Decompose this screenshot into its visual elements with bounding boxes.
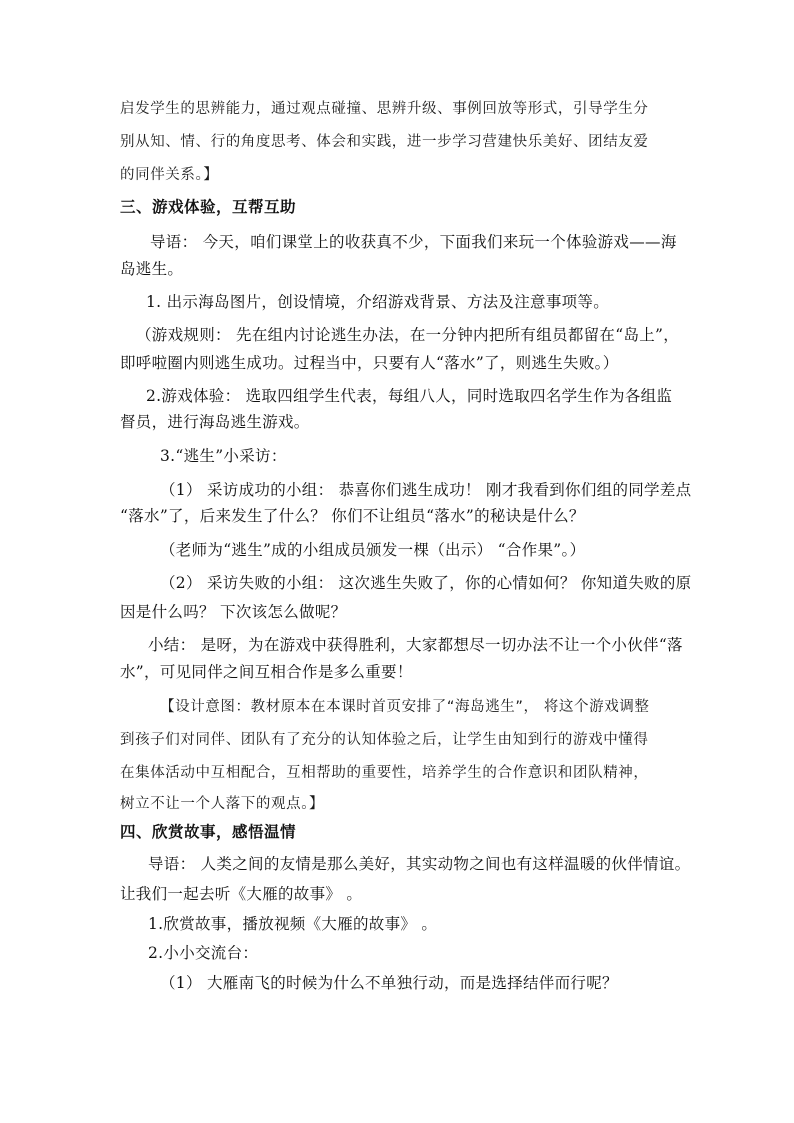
intro-intent-line-1: 启发学生的思辨能力，通过观点碰撞、思辨升级、事例回放等形式，引导学生分 xyxy=(120,101,649,117)
interview-2-line-2: 因是什么吗？ 下次该怎么做呢？ xyxy=(120,603,347,621)
rules-line-2: 即呼啦圈内则逃生成功。过程当中，只要有人“落水”了，则逃生失败。） xyxy=(120,354,619,372)
intro-intent-line-2: 别从知、情、行的角度思考、体会和实践，进一步学习营建快乐美好、团结友爱 xyxy=(120,134,649,150)
section-4-intro-line-1: 导语： 人类之间的友情是那么美好，其实动物之间也有这样温暖的伙伴情谊。 xyxy=(148,855,691,873)
step-1: 1. 出示海岛图片，创设情境，介绍游戏背景、方法及注意事项等。 xyxy=(146,293,610,311)
design-intent-line-4: 树立不让一个人落下的观点。】 xyxy=(120,796,325,812)
interview-1-line-1: （1） 采访成功的小组： 恭喜你们逃生成功！ 刚才我看到你们组的同学差点 xyxy=(160,481,692,499)
design-intent-line-3: 在集体活动中互相配合，互相帮助的重要性，培养学生的合作意识和团队精神， xyxy=(120,765,649,781)
interview-2-line-1: （2） 采访失败的小组： 这次逃生失败了，你的心情如何？ 你知道失败的原 xyxy=(160,574,692,592)
story-step-1: 1.欣赏故事，播放视频《大雁的故事》 。 xyxy=(148,915,438,933)
rules-line-1: （游戏规则： 先在组内讨论逃生办法，在一分钟内把所有组员都留在“岛上”， xyxy=(136,326,680,344)
award-note: （老师为“逃生”成的小组成员颁发一棵（出示） “合作果”。） xyxy=(160,541,586,559)
section-3-heading: 三、游戏体验，互帮互助 xyxy=(120,198,297,216)
interview-1-line-2: “落水”了，后来发生了什么？ 你们不让组员“落水”的秘诀是什么？ xyxy=(120,507,585,525)
summary-line-2: 水”，可见同伴之间互相合作是多么重要！ xyxy=(120,663,413,681)
section-4-intro-line-2: 让我们一起去听《大雁的故事》 。 xyxy=(120,885,363,903)
summary-line-1: 小结： 是呀，为在游戏中获得胜利，大家都想尽一切办法不让一个小伙伴“落 xyxy=(148,636,683,654)
section-4-heading: 四、欣赏故事，感悟温情 xyxy=(120,823,297,841)
section-3-intro-line-2: 岛逃生。 xyxy=(120,260,184,278)
step-3: 3.“逃生”小采访： xyxy=(160,447,287,465)
story-step-2: 2.小小交流台： xyxy=(148,944,259,962)
step-2-line-1: 2.游戏体验： 选取四组学生代表，每组八人，同时选取四名学生作为各组监 xyxy=(146,387,673,405)
story-question-1: （1） 大雁南飞的时候为什么不单独行动，而是选择结伴而行呢？ xyxy=(160,974,618,992)
step-2-line-2: 督员，进行海岛逃生游戏。 xyxy=(120,413,310,431)
design-intent-line-1: 【设计意图：教材原本在本课时首页安排了“海岛逃生”， 将这个游戏调整 xyxy=(160,699,650,715)
intro-intent-line-3: 的同伴关系。】 xyxy=(120,167,219,183)
design-intent-line-2: 到孩子们对同伴、团队有了充分的认知体验之后，让学生由知到行的游戏中懂得 xyxy=(120,732,649,748)
section-3-intro-line-1: 导语： 今天，咱们课堂上的收获真不少，下面我们来玩一个体验游戏——海 xyxy=(150,233,677,251)
